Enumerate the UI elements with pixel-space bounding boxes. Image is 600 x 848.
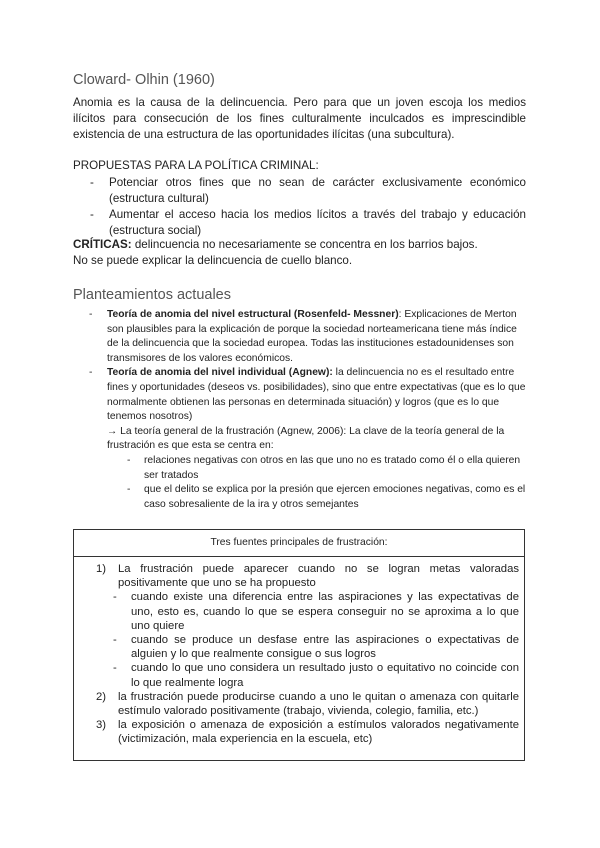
list-item <box>89 366 526 424</box>
sub-item-text: cuando existe una diferencia entre las aspiraciones y las expectativas de uno, esto es, cuando lo que se espera conseguir no se aproxima a lo que uno quiere <box>131 591 519 632</box>
list-item <box>73 207 526 239</box>
theory-list <box>89 308 526 512</box>
critics-block <box>73 237 533 269</box>
list-item <box>107 454 526 483</box>
dash-bullet: - <box>89 367 93 379</box>
theory-title: Teoría de anomia del nivel estructural (Rosenfeld- Messner) <box>107 309 399 320</box>
proposal-text: Aumentar el acceso hacia los medios lícitos a través del trabajo y educación (estructura social) <box>109 208 526 237</box>
dash-bullet: - <box>90 208 94 221</box>
numbered-item <box>96 718 519 746</box>
item-number: 2) <box>96 690 107 703</box>
proposals-title: PROPUESTAS PARA LA POLÍTICA CRIMINAL: <box>73 159 319 172</box>
frustration-point-text: relaciones negativas con otros en las que uno no es tratado como él o ella quieren ser tratados <box>144 454 521 481</box>
item-number: 1) <box>96 563 107 575</box>
critics-text: delincuencia no necesariamente se concentra en los barrios bajos. <box>131 238 478 251</box>
dash-bullet: - <box>90 176 94 189</box>
critics-line-1 <box>73 237 533 253</box>
sub-item-text: cuando se produce un desfase entre las aspiraciones o expectativas de alguien y lo que realmente consigue o sus logros <box>131 634 519 661</box>
list-item <box>89 308 526 366</box>
section-heading-cloward: Cloward- Olhin (1960) <box>73 72 215 88</box>
critics-line-2: No se puede explicar la delincuencia de cuello blanco. <box>73 254 353 267</box>
box-body <box>74 557 524 747</box>
dash-bullet: - <box>127 484 131 496</box>
section-heading-planteamientos: Planteamientos actuales <box>73 287 231 303</box>
dash-bullet: - <box>127 454 131 466</box>
dash-bullet: - <box>113 634 117 647</box>
critics-label: CRÍTICAS: <box>73 238 132 251</box>
frustration-sources-box <box>73 529 525 761</box>
sub-item-text: cuando lo que uno considera un resultado justo o equitativo no coincide con lo que realmente logra <box>131 662 519 689</box>
dash-bullet: - <box>113 591 117 604</box>
dash-bullet: - <box>113 662 117 675</box>
theory-text: : Explicaciones de Merton son plausibles para la explicación de porque la sociedad norteamericana tiene más índice de la delincuencia que la sociedad europea. Todas las instituciones estadounidenses son transmisores de los valores económicos. <box>107 309 517 364</box>
theory-title: Teoría de anomia del nivel individual (Agnew): <box>107 367 333 379</box>
anomia-paragraph: Anomia es la causa de la delincuencia. Pero para que un joven escoja los medios ilícitos para consecución de los fines culturalmente inculcados es imprescindible existencia de una estructura de las oportunidades ilícitas (una subcultura). <box>73 96 526 141</box>
frustration-intro: → La teoría general de la frustración (Agnew, 2006): La clave de la teoría general de la frustración es que esta se centra en: <box>107 425 505 452</box>
proposal-text: Potenciar otros fines que no sean de carácter exclusivamente económico (estructura cultural) <box>109 176 526 205</box>
item-number: 3) <box>96 719 107 732</box>
item-text: la exposición o amenaza de exposición a estímulos valorados negativamente (victimización, mala experiencia en la escuela, etc) <box>118 719 519 746</box>
proposals-list <box>73 175 526 239</box>
item-text: La frustración puede aparecer cuando no se logran metas valoradas positivamente que uno se ha propuesto <box>118 563 519 590</box>
box-title: Tres fuentes principales de frustración: <box>74 530 524 557</box>
dash-bullet: - <box>89 309 93 320</box>
list-item <box>107 483 526 512</box>
sub-item <box>96 633 519 661</box>
sub-item <box>96 661 519 689</box>
sub-item <box>96 590 519 633</box>
item-text: la frustración puede producirse cuando a uno le quitan o amenaza con quitarle estímulo valorado positivamente (trabajo, vivienda, colegio, familia, etc.) <box>118 690 519 718</box>
theory-text: la delincuencia no es el resultado entre fines y oportunidades (deseos vs. posibilidades), sino que entre expectativas (que es lo que normalmente obtienen las personas en determinada situación) y logros (que es lo que tenemos nosotros) <box>107 367 526 423</box>
numbered-item <box>96 690 519 718</box>
frustration-points <box>89 454 526 512</box>
list-item <box>73 175 526 207</box>
numbered-item <box>96 562 519 590</box>
frustration-point-text: que el delito se explica por la presión que ejercen emociones negativas, como es el caso sobresaliente de la ira y otros semejantes <box>144 484 526 510</box>
